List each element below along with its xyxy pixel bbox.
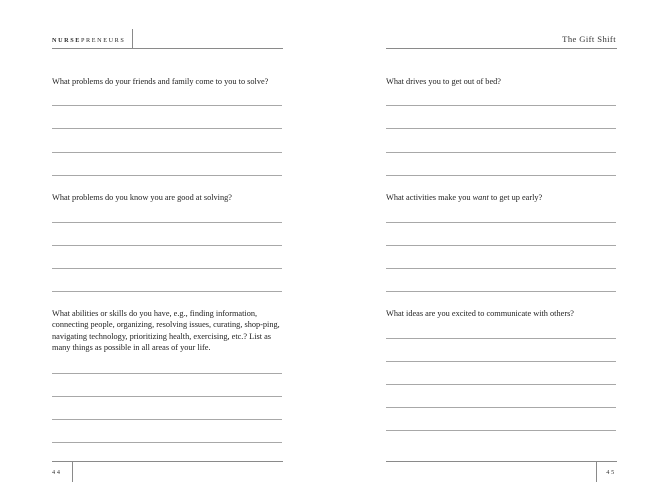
question-5: What activities make you want to get up early? — [386, 193, 543, 202]
answer-line[interactable] — [386, 245, 616, 246]
footer-divider — [596, 461, 597, 482]
answer-line[interactable] — [52, 128, 282, 129]
answer-line[interactable] — [52, 442, 282, 443]
answer-line[interactable] — [386, 291, 616, 292]
emphasis-text: want — [472, 193, 489, 202]
answer-line[interactable] — [386, 105, 616, 106]
right-page — [334, 0, 668, 500]
answer-line[interactable] — [52, 152, 282, 153]
question-4: What drives you to get out of bed? — [386, 77, 501, 86]
answer-line[interactable] — [386, 268, 616, 269]
question-1: What problems do your friends and family come to you to solve? — [52, 77, 269, 86]
answer-line[interactable] — [386, 384, 616, 385]
answer-line[interactable] — [386, 407, 616, 408]
answer-line[interactable] — [52, 222, 282, 223]
answer-line[interactable] — [386, 175, 616, 176]
header-rule — [386, 48, 617, 49]
answer-line[interactable] — [386, 338, 616, 339]
footer-rule — [52, 461, 283, 462]
page-number: 44 — [52, 469, 62, 476]
answer-line[interactable] — [52, 105, 282, 106]
question-2: What problems do you know you are good at solving? — [52, 193, 232, 202]
brand-logo: NURSEPRENEURS — [52, 37, 126, 44]
answer-line[interactable] — [52, 419, 282, 420]
footer-rule — [386, 461, 617, 462]
header-rule — [52, 48, 283, 49]
answer-line[interactable] — [386, 430, 616, 431]
question-3: What abilities or skills do you have, e.g., finding information, connecting people, organizing, resolving issues, curating, shop-ping, navigating technology, prioritizing health, exercising, etc.? List as many things as possible in all areas of your life. — [52, 309, 280, 353]
running-title: The Gift Shift — [562, 34, 616, 44]
footer-divider — [72, 461, 73, 482]
answer-line[interactable] — [52, 175, 282, 176]
page-number: 45 — [606, 469, 616, 476]
answer-line[interactable] — [386, 128, 616, 129]
answer-line[interactable] — [52, 291, 282, 292]
answer-line[interactable] — [386, 361, 616, 362]
answer-line[interactable] — [52, 373, 282, 374]
answer-line[interactable] — [52, 268, 282, 269]
answer-line[interactable] — [52, 396, 282, 397]
answer-line[interactable] — [386, 222, 616, 223]
question-6: What ideas are you excited to communicate with others? — [386, 309, 574, 318]
answer-line[interactable] — [52, 245, 282, 246]
header-divider — [132, 29, 133, 48]
answer-line[interactable] — [386, 152, 616, 153]
